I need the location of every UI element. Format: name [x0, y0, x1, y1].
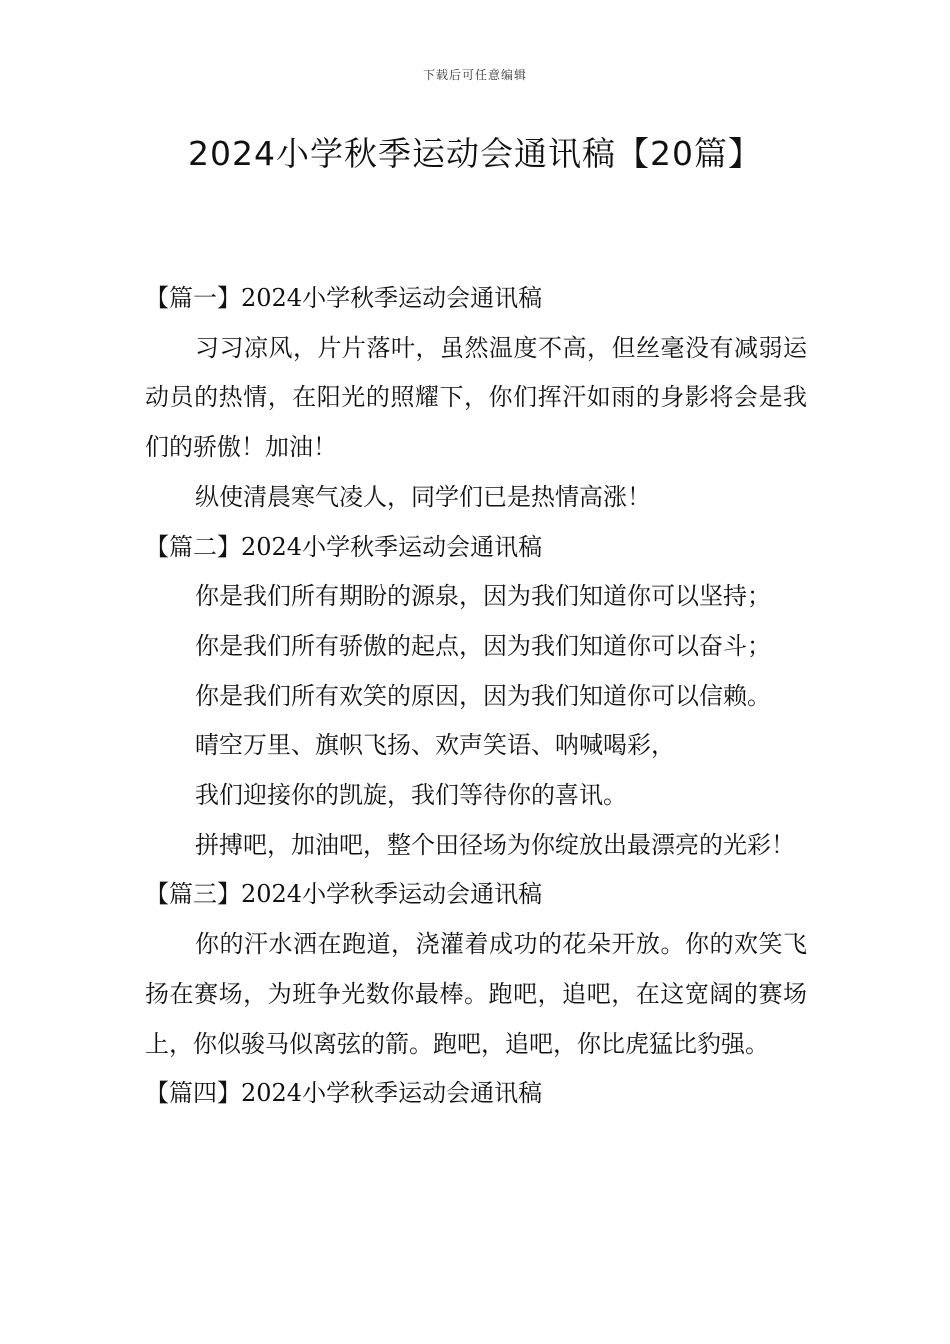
document-body: [145, 274, 807, 1119]
section-heading-2: 【篇二】2024小学秋季运动会通讯稿: [145, 532, 543, 561]
paragraph: 晴空万里、旗帜飞扬、欢声笑语、呐喊喝彩，: [195, 731, 675, 760]
paragraph: 你是我们所有期盼的源泉，因为我们知道你可以坚持；: [195, 582, 771, 611]
paragraph: 纵使清晨寒气凌人，同学们已是热情高涨！: [195, 482, 651, 511]
paragraph: 你的汗水洒在跑道，浇灌着成功的花朵开放。你的欢笑飞扬在赛场，为班争光数你最棒。跑吧，追吧，在这宽阔的赛场上，你似骏马似离弦的箭。跑吧，追吧，你比虎猛比豹强。: [145, 930, 807, 1058]
paragraph: 你是我们所有欢笑的原因，因为我们知道你可以信赖。: [195, 681, 771, 710]
section-heading-1: 【篇一】2024小学秋季运动会通讯稿: [145, 284, 543, 312]
section-heading-3: 【篇三】2024小学秋季运动会通讯稿: [145, 880, 543, 909]
paragraph: 拼搏吧，加油吧，整个田径场为你绽放出最漂亮的光彩！: [195, 830, 795, 859]
paragraph: 习习凉风，片片落叶，虽然温度不高，但丝毫没有减弱运动员的热情，在阳光的照耀下，你们挥汗如雨的身影将会是我们的骄傲！加油！: [145, 333, 807, 462]
header-note: 下载后可任意编辑: [422, 68, 527, 82]
section-heading-4: 【篇四】2024小学秋季运动会通讯稿: [145, 1079, 543, 1108]
paragraph: 我们迎接你的凯旋，我们等待你的喜讯。: [195, 781, 627, 810]
page-title: 2024小学秋季运动会通讯稿【20篇】: [188, 134, 762, 173]
paragraph: 你是我们所有骄傲的起点，因为我们知道你可以奋斗；: [195, 631, 771, 660]
